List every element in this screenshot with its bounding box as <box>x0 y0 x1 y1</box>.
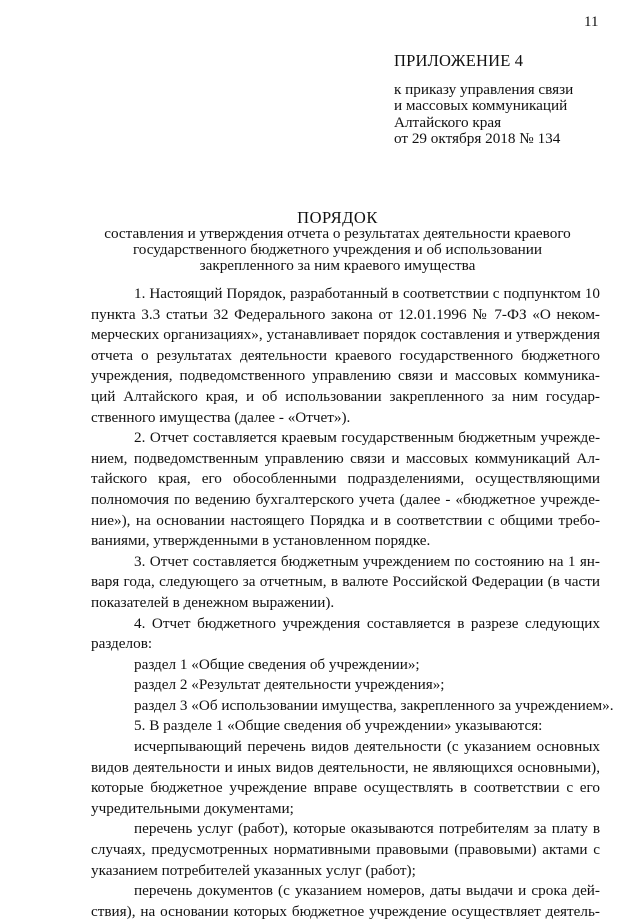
body-line: раздел 2 «Результат деятельности учреждения»; <box>134 676 445 694</box>
body-line: учредительными документами; <box>91 799 294 817</box>
body-line: разделов: <box>91 635 153 653</box>
body-line: ваниями, утвержденными в установленном порядке. <box>91 532 431 550</box>
body-line: раздел 3 «Об использовании имущества, закрепленного за учреждением». <box>134 696 614 714</box>
body-line: мерческих организациях», устанавливает порядок составления и утверждения <box>91 326 600 344</box>
body-line: 5. В разделе 1 «Общие сведения об учреждении» указываются: <box>134 717 543 735</box>
body-line: тайского края, его обособленными подразделениями, осуществляющими <box>91 470 600 488</box>
body-line: нием, подведомственным управлению связи и массовых коммуникаций Ал- <box>91 449 600 467</box>
body-line: перечень документов (с указанием номеров, даты выдачи и срока дей- <box>134 882 600 900</box>
body-line: ствия), на основании которых бюджетное учреждение осуществляет деятель- <box>91 902 600 920</box>
body-line: исчерпывающий перечень видов деятельности (с указанием основных <box>134 738 600 756</box>
body-line: раздел 1 «Общие сведения об учреждении»; <box>134 655 420 673</box>
body-line: учреждения, подведомственного управлению связи и массовых коммуника- <box>91 367 600 385</box>
body-line: 1. Настоящий Порядок, разработанный в соответствии с подпунктом 10 <box>134 285 600 302</box>
body-line: полномочия по ведению бухгалтерского учета (далее - «бюджетное учрежде- <box>91 490 600 508</box>
page-number: 11 <box>584 14 599 30</box>
body-line: 4. Отчет бюджетного учреждения составляется в разрезе следующих <box>134 614 600 632</box>
appendix-line: от 29 октября 2018 № 134 <box>394 130 561 148</box>
body-line: пункта 3.3 статьи 32 Федерального закона от 12.01.1996 № 7-ФЗ «О неком- <box>91 305 600 323</box>
subtitle-line: государственного бюджетного учреждения и об использовании <box>132 241 543 259</box>
document-body <box>91 284 614 922</box>
subtitle-line: составления и утверждения отчета о результатах деятельности краевого <box>104 225 571 242</box>
appendix-block <box>394 53 634 148</box>
body-line: ственного имущества (далее - «Отчет»). <box>91 408 351 426</box>
document-title: ПОРЯДОК <box>297 208 378 227</box>
body-line: варя года, следующего за отчетным, в валюте Российской Федерации (в части <box>91 573 600 591</box>
document-subtitle <box>60 226 615 275</box>
body-line: показателей в денежном выражении). <box>91 593 335 611</box>
body-line: 3. Отчет составляется бюджетным учреждением по состоянию на 1 ян- <box>134 552 600 570</box>
body-line: отчета о результатах деятельности краевого государственного бюджетного <box>91 346 600 364</box>
appendix-line: к приказу управления связи <box>394 80 574 98</box>
body-line: которые бюджетное учреждение вправе осуществлять в соответствии с его <box>91 779 600 797</box>
subtitle-line: закрепленного за ним краевого имущества <box>199 257 476 275</box>
body-line: указанием потребителей указанных услуг (работ); <box>91 861 416 879</box>
body-line: перечень услуг (работ), которые оказываются потребителям за плату в <box>134 820 600 838</box>
body-line: видов деятельности и иных видов деятельности, не являющихся основными), <box>91 758 600 776</box>
appendix-line: и массовых коммуникаций <box>394 97 568 115</box>
body-line: ций Алтайского края, и об использовании закрепленного за ним государ- <box>91 387 600 405</box>
body-line: 2. Отчет составляется краевым государственным бюджетным учрежде- <box>134 429 600 447</box>
body-line: ние»), на основании настоящего Порядка и в соответствии с общими требо- <box>91 511 600 529</box>
appendix-title: ПРИЛОЖЕНИЕ 4 <box>394 51 524 70</box>
appendix-line: Алтайского края <box>394 113 502 131</box>
body-line: случаях, предусмотренных нормативными правовыми (правовыми) актами с <box>91 841 600 859</box>
